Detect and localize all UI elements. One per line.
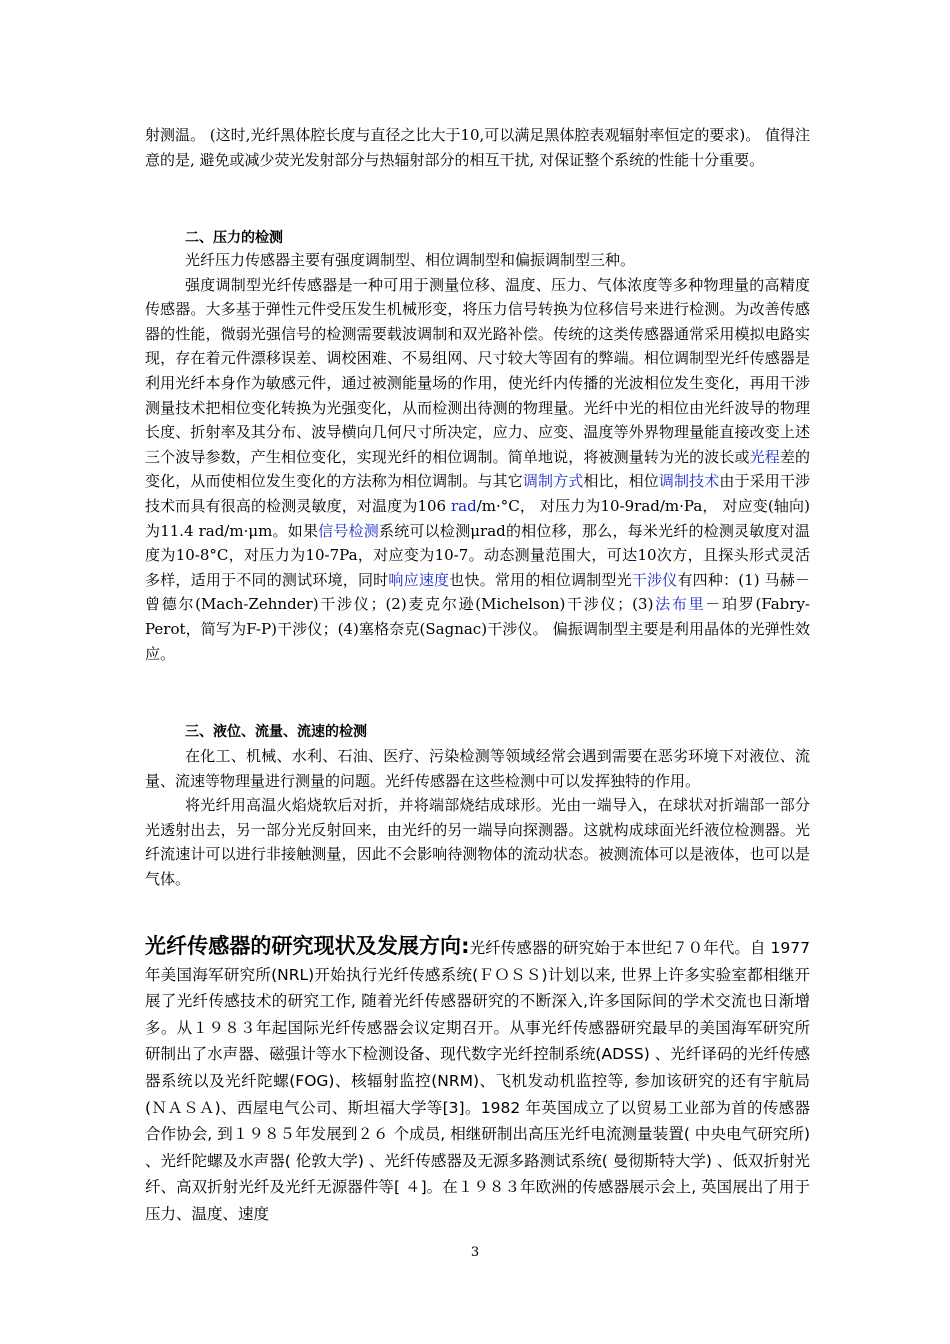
link-interferometer[interactable]: 干涉仪 <box>631 570 678 589</box>
paragraph-text: －珀罗(Fabry-Perot，简写为F-P)干涉仪；(4)塞格奈克(Sagnac)干涉仪。 偏振调制型主要是利用晶体的光弹性效应。 <box>145 595 810 663</box>
link-signal-detection[interactable]: 信号检测 <box>318 521 380 540</box>
section-heading-liquid: 三、液位、流量、流速的检测 <box>185 724 367 740</box>
liquid-section <box>145 744 810 892</box>
pressure-paragraph-1: 光纤压力传感器主要有强度调制型、相位调制型和偏振调制型三种。 <box>185 251 636 269</box>
link-modulation-mode[interactable]: 调制方式 <box>522 472 584 491</box>
intro-text: 射测温。 (这时,光纤黑体腔长度与直径之比大于10,可以满足黑体腔表观辐射率恒定的要求)。 值得注意的是, 避免或减少荧光发射部分与热辐射部分的相互干扰, 对保证整个系统的性能十分重要。 <box>145 126 810 169</box>
link-rad[interactable]: rad <box>451 496 477 515</box>
paragraph-text: 有四种：(1) 马赫－曾德尔(Mach-Zehnder)干涉仪；(2)麦克尔逊(Michelson)干涉仪；(3) <box>145 570 810 614</box>
link-modulation-technique[interactable]: 调制技术 <box>658 472 720 491</box>
intro-paragraph <box>145 123 810 172</box>
paragraph-text: 相比，相位 <box>583 472 659 491</box>
page-number: 3 <box>470 1245 480 1260</box>
paragraph-text: 系统可以检测μrad的相位移，那么，每米光纤的检测灵敏度对温度为10-8°C，对压力为10-7Pa，对应变为10-7。动态测量范围大，可达10次方，且探头形式灵活多样，适用于不同的测试环境，同时 <box>145 521 810 589</box>
link-fabry[interactable]: 法布里 <box>653 595 706 614</box>
section-heading-research: 光纤传感器的研究现状及发展方向: <box>145 934 470 958</box>
link-optical-path[interactable]: 光程 <box>749 447 780 466</box>
paragraph-text: /m·°C， 对压力为10-9rad/m·Pa， 对应变(轴向)为11.4 rad/m·μm。如果 <box>145 496 810 540</box>
liquid-paragraph-2: 将光纤用高温火焰烧软后对折，并将端部烧结成球形。光由一端导入，在球状对折端部一部分光透射出去，另一部分光反射回来，由光纤的另一端导向探测器。这就构成球面光纤液位检测器。光纤流速计可以进行非接触测量，因此不会影响待测物体的流动状态。被测流体可以是液体，也可以是气体。 <box>145 796 810 888</box>
pressure-section <box>145 248 810 666</box>
paragraph-text: 由于采用干涉技术而具有很高的检测灵敏度，对温度为106 <box>145 472 810 515</box>
link-response-speed[interactable]: 响应速度 <box>388 570 450 589</box>
pressure-paragraph-2 <box>145 273 810 667</box>
research-section <box>145 933 810 1228</box>
liquid-paragraph-1: 在化工、机械、水利、石油、医疗、污染检测等领域经常会遇到需要在恶劣环境下对液位、流量、流速等物理量进行测量的问题。光纤传感器在这些检测中可以发挥独特的作用。 <box>145 747 810 790</box>
paragraph-text: 差的变化，从而使相位发生变化的方法称为相位调制。与其它 <box>145 447 810 491</box>
research-text: 光纤传感器的研究始于本世纪７０年代。自 1977 年美国海军研究所(NRL)开始执行光纤传感系统(ＦＯＳＳ)计划以来, 世界上许多实验室都相继开展了光纤传感技术的研究工作, 随着光纤传感器研究的不断深入,许多国际间的学术交流也日渐增多。从１９８３年起国际光纤传感器会议定期召开。从事光纤传感器研究最早的美国海军研究所研制出了水声器、磁强计等水下检测设备、现代数字光纤控制系统(ADSS) 、光纤译码的光纤传感器系统以及光纤陀螺(FOG)、核辐射监控(NRM)、飞机发动机监控等, 参加该研究的还有宇航局(ＮＡＳＡ)、西屋电气公司、斯坦福大学等[3]。1982 年英国成立了以贸易工业部为首的传感器合作协会, 到１９８５年发展到２６ 个成员, 相继研制出高压光纤电流测量装置( 中央电气研究所) 、光纤陀螺及水声器( 伦敦大学) 、光纤传感器及无源多路测试系统( 曼彻斯特大学) 、低双折射光纤、高双折射光纤及光纤无源器件等[ ４]。在１９８３年欧洲的传感器展示会上, 英国展出了用于压力、温度、速度 <box>145 939 810 1223</box>
section-heading-pressure: 二、压力的检测 <box>185 230 283 246</box>
paragraph-text: 也快。常用的相位调制型光 <box>449 570 632 589</box>
paragraph-text: 强度调制型光纤传感器是一种可用于测量位移、温度、压力、气体浓度等多种物理量的高精度传感器。大多基于弹性元件受压发生机械形变，将压力信号转换为位移信号来进行检测。为改善传感器的性能，微弱光强信号的检测需要载波调制和双光路补偿。传统的这类传感器通常采用模拟电路实现，存在着元件漂移误差、调校困难、不易组网、尺寸较大等固有的弊端。相位调制型光纤传感器是利用光纤本身作为敏感元件，通过被测能量场的作用，使光纤内传播的光波相位发生变化，再用干涉测量技术把相位变化转换为光强变化，从而检测出待测的物理量。光纤中光的相位由光纤波导的物理长度、折射率及其分布、波导横向几何尺寸所决定，应力、应变、温度等外界物理量能直接改变上述三个波导参数，产生相位变化，实现光纤的相位调制。简单地说，将被测量转为光的波长或 <box>145 275 810 466</box>
